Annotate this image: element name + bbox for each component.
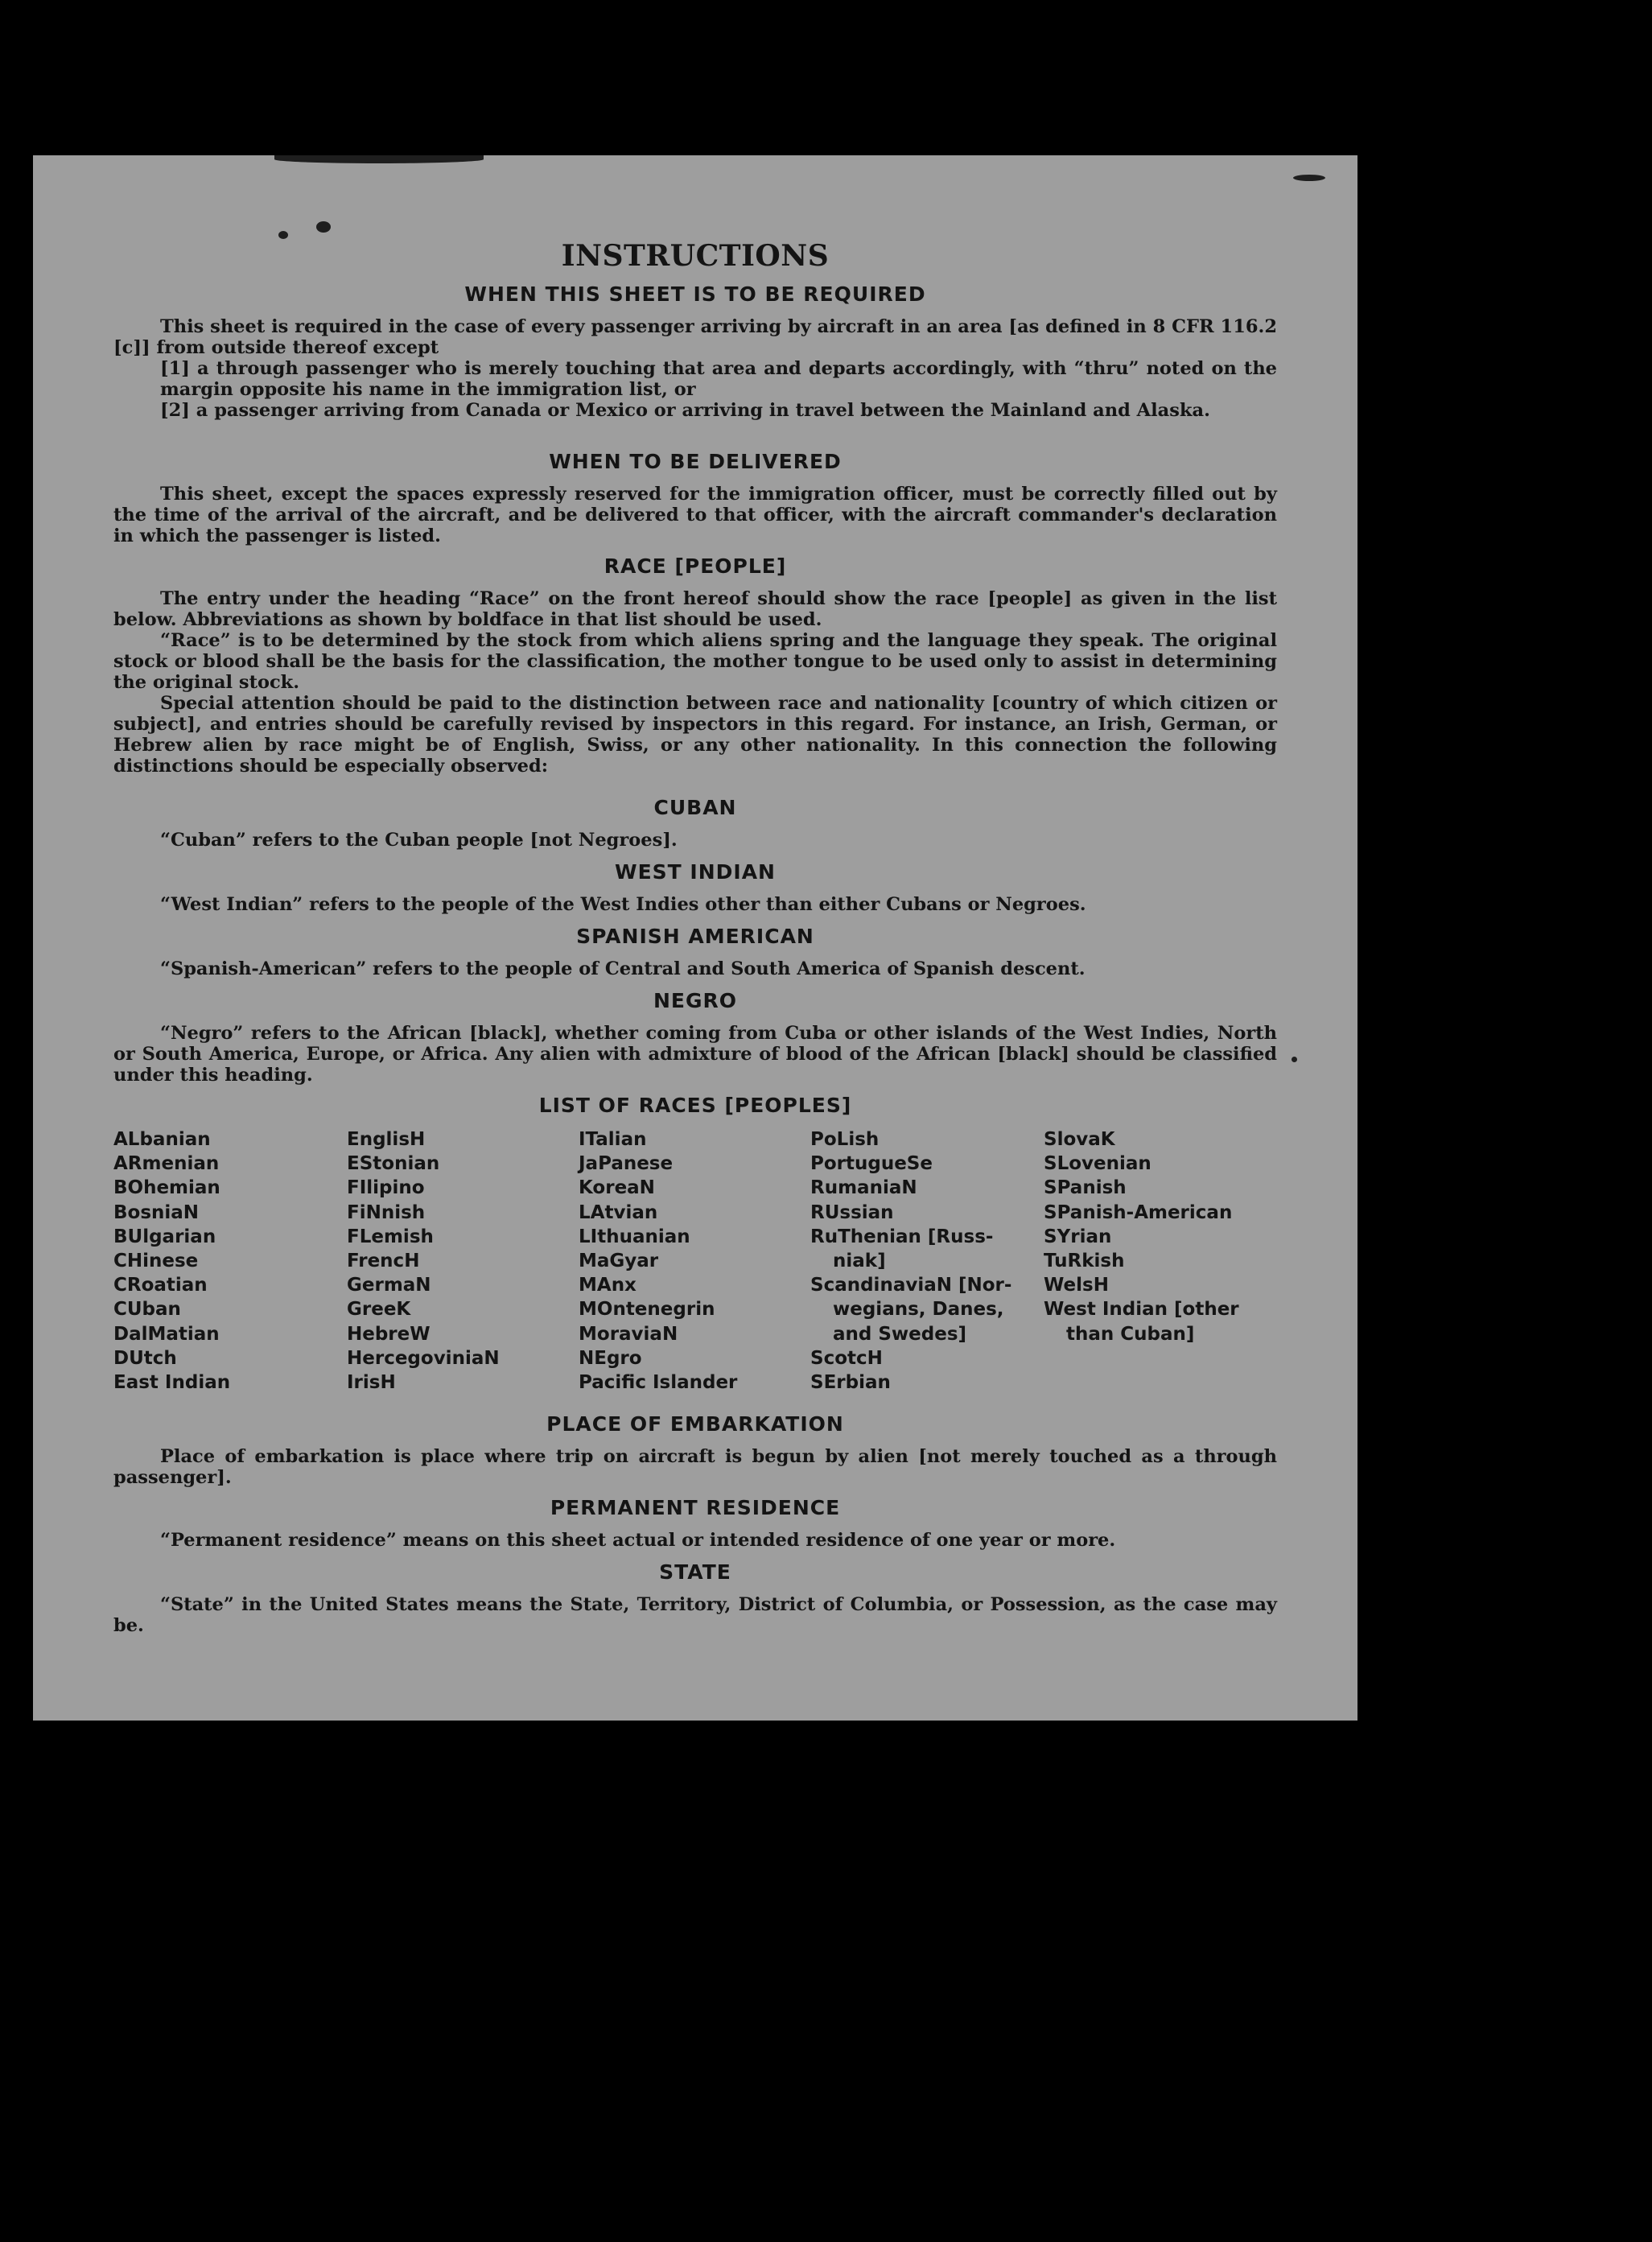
race-entry: TuRkish: [1044, 1250, 1125, 1271]
race-entry: FLemish: [347, 1226, 434, 1247]
races-column-5: [1044, 1127, 1239, 1346]
race-entry: ARmenian: [113, 1153, 220, 1175]
race-entry: HebreW: [347, 1323, 431, 1345]
race-entry-continued: than Cuban]: [1066, 1323, 1195, 1345]
residence-text: [113, 1530, 1277, 1551]
embarkation-text: [113, 1446, 1277, 1488]
race-entry: BosniaN: [113, 1201, 200, 1223]
race-entry: RumaniaN: [810, 1177, 917, 1199]
race-entry: FIlipino: [347, 1177, 425, 1199]
race-entry-continued: niak]: [833, 1250, 886, 1271]
race-entry: ScotcH: [810, 1347, 883, 1369]
race-entry: BOhemian: [113, 1177, 220, 1199]
instruction-sheet: [33, 155, 1357, 1721]
exception-item-1: [1] a through passenger who is merely touching that area and departs accordingly, with “thru” noted on the margin opposite his name in the immigration list, or: [160, 358, 1277, 400]
race-entry: CRoatian: [113, 1275, 208, 1296]
race-entry: PoLish: [810, 1129, 880, 1150]
race-entry: MoraviaN: [579, 1323, 678, 1345]
heading-embarkation: PLACE OF EMBARKATION: [546, 1412, 844, 1436]
when-required-body: This sheet is required in the case of every passenger arriving by aircraft in an area [as defined in 8 CFR 116.2 [c]] from outside thereof except: [113, 316, 1277, 358]
race-entry: EStonian: [347, 1153, 440, 1175]
race-entry: LIthuanian: [579, 1226, 690, 1247]
race-entry: SPanish-American: [1044, 1201, 1233, 1223]
heading-spanish-american: SPANISH AMERICAN: [576, 925, 814, 948]
race-entry: EnglisH: [347, 1129, 426, 1150]
page-title: INSTRUCTIONS: [561, 239, 830, 273]
race-entry: HercegoviniaN: [347, 1347, 500, 1369]
race-entry: DalMatian: [113, 1323, 220, 1345]
race-entry: GreeK: [347, 1299, 411, 1321]
race-paragraph-3: [113, 693, 1277, 777]
heading-west-indian: WEST INDIAN: [615, 860, 776, 884]
race-entry: RuThenian [Russ-: [810, 1226, 994, 1247]
when-delivered-body: This sheet, except the spaces expressly reserved for the immigration officer, must be correctly filled out by the time of the arrival of the aircraft, and be delivered to that officer, with the aircraft commander's declaration in which the passenger is listed.: [113, 484, 1277, 546]
race-entry: IrisH: [347, 1371, 396, 1393]
race-entry: MOntenegrin: [579, 1299, 715, 1321]
race-entry: ITalian: [579, 1129, 647, 1150]
race-entry: ALbanian: [113, 1129, 211, 1150]
race-entry: West Indian [other: [1044, 1299, 1239, 1321]
west-indian-body: “West Indian” refers to the people of the West Indies other than either Cubans or Negroes.: [160, 894, 1086, 915]
state-text: [113, 1594, 1277, 1636]
race-entry: WelsH: [1044, 1275, 1109, 1296]
cuban-text: [113, 830, 1277, 851]
race-entry: CUban: [113, 1299, 181, 1321]
races-column-4: [810, 1127, 1011, 1395]
race-entry: SPanish: [1044, 1177, 1127, 1199]
spanish-american-text: [113, 958, 1277, 979]
race-entry: NEgro: [579, 1347, 642, 1369]
race-entry: MAnx: [579, 1275, 636, 1296]
races-list: [113, 1127, 1280, 1401]
state-body: “State” in the United States means the State, Territory, District of Columbia, or Possession, as the case may be.: [113, 1594, 1277, 1636]
race-entry: GermaN: [347, 1275, 431, 1296]
negro-text: [113, 1023, 1277, 1086]
race-p1-body: The entry under the heading “Race” on the front hereof should show the race [people] as given in the list below. Abbreviations as shown by boldface in that list should be used.: [113, 588, 1277, 630]
race-entry: KoreaN: [579, 1177, 655, 1199]
spanish-american-body: “Spanish-American” refers to the people of Central and South America of Spanish descent.: [160, 958, 1086, 979]
races-column-1: [113, 1127, 230, 1395]
races-column-3: [579, 1127, 737, 1395]
race-p3-body: Special attention should be paid to the distinction between race and nationality [country of which citizen or subject], and entries should be carefully revised by inspectors in this regard. For instance, an Irish, German, or Hebrew alien by race might be of English, Swiss, or any other nationality. In this connection the following distinctions should be especially observed:: [113, 693, 1277, 777]
heading-cuban: CUBAN: [653, 796, 737, 819]
heading-when-delivered: WHEN TO BE DELIVERED: [549, 450, 842, 473]
race-entry: ScandinaviaN [Nor-: [810, 1275, 1012, 1296]
race-entry: PortugueSe: [810, 1153, 933, 1175]
race-entry: SLovenian: [1044, 1153, 1151, 1175]
ink-blot: [316, 221, 331, 233]
race-entry: JaPanese: [579, 1153, 674, 1175]
when-delivered-text: [113, 484, 1277, 546]
torn-edge-mark: [274, 155, 484, 163]
race-entry: East Indian: [113, 1371, 231, 1393]
heading-race: RACE [PEOPLE]: [604, 554, 787, 578]
when-required-text: [113, 316, 1277, 358]
race-entry: DUtch: [113, 1347, 177, 1369]
ink-blot: [278, 231, 288, 239]
ink-blot: [1293, 175, 1325, 181]
race-entry: FrencH: [347, 1250, 420, 1271]
heading-when-required: WHEN THIS SHEET IS TO BE REQUIRED: [464, 282, 926, 306]
race-entry: CHinese: [113, 1250, 199, 1271]
races-column-2: [347, 1127, 500, 1395]
race-entry: Pacific Islander: [579, 1371, 738, 1393]
race-paragraph-2: [113, 630, 1277, 693]
race-entry: SlovaK: [1044, 1129, 1115, 1150]
race-entry: FiNnish: [347, 1201, 426, 1223]
race-entry: LAtvian: [579, 1201, 658, 1223]
negro-body: “Negro” refers to the African [black], whether coming from Cuba or other islands of the West Indies, North or South America, Europe, or Africa. Any alien with admixture of blood of the African [black] should be classified under this heading.: [113, 1023, 1277, 1086]
embarkation-body: Place of embarkation is place where trip on aircraft is begun by alien [not merely touched as a through passenger].: [113, 1446, 1277, 1488]
heading-permanent-residence: PERMANENT RESIDENCE: [550, 1496, 841, 1519]
race-entry: SErbian: [810, 1371, 891, 1393]
exception-item-2: [2] a passenger arriving from Canada or Mexico or arriving in travel between the Mainland and Alaska.: [160, 400, 1210, 421]
race-entry-continued: wegians, Danes,: [833, 1299, 1004, 1321]
heading-state: STATE: [659, 1560, 731, 1584]
residence-body: “Permanent residence” means on this sheet actual or intended residence of one year or more.: [160, 1530, 1116, 1551]
ink-blot: [1292, 1057, 1297, 1062]
race-paragraph-1: [113, 588, 1277, 630]
cuban-body: “Cuban” refers to the Cuban people [not Negroes].: [160, 830, 678, 851]
heading-negro: NEGRO: [653, 989, 738, 1012]
west-indian-text: [113, 894, 1277, 915]
race-entry-continued: and Swedes]: [833, 1323, 967, 1345]
race-entry: MaGyar: [579, 1250, 659, 1271]
heading-list-of-races: LIST OF RACES [PEOPLES]: [538, 1094, 852, 1117]
race-p2-body: “Race” is to be determined by the stock from which aliens spring and the language they speak. The original stock or blood shall be the basis for the classification, the mother tongue to be used only to assist in determining the original stock.: [113, 630, 1277, 693]
race-entry: BUlgarian: [113, 1226, 216, 1247]
race-entry: RUssian: [810, 1201, 894, 1223]
race-entry: SYrian: [1044, 1226, 1112, 1247]
